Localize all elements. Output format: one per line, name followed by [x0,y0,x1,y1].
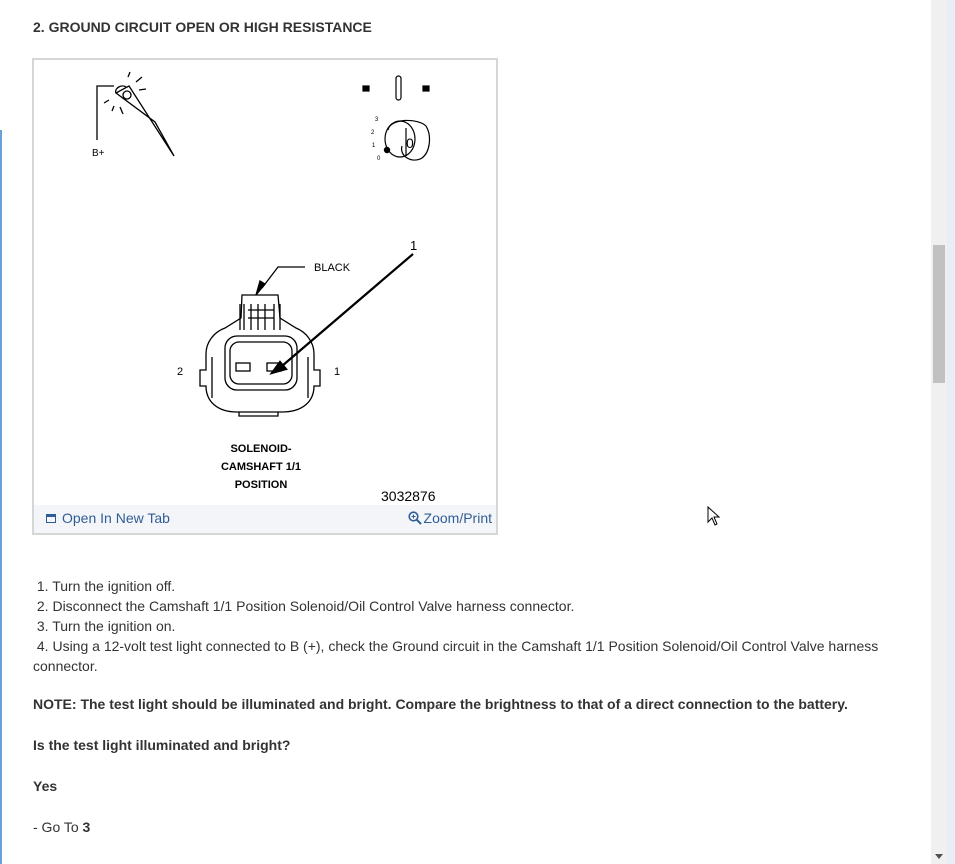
pin-1-label: 1 [334,366,341,378]
connector-diagram [34,60,496,506]
section-heading: 2. GROUND CIRCUIT OPEN OR HIGH RESISTANCE [33,19,372,35]
left-edge-highlight [0,130,2,864]
open-in-new-tab-label: Open In New Tab [62,510,170,526]
component-name-line-2: CAMSHAFT 1/1 [220,461,302,473]
procedure-steps [33,576,913,676]
open-in-new-tab-link[interactable] [46,510,170,526]
go-to-prefix: - Go To [33,819,79,835]
component-name-line-1: SOLENOID- [230,443,292,455]
step-1: 1. Turn the ignition off. [36,578,176,594]
figure-toolbar [34,505,496,533]
vertical-scrollbar[interactable] [931,0,947,864]
pin-2-label: 2 [177,366,184,378]
switch-position-3: 3 [375,117,379,123]
test-light-icon [97,72,174,156]
step-2: 2. Disconnect the Camshaft 1/1 Position Solenoid/Oil Control Valve harness connector. [36,598,575,614]
wire-color-label: BLACK [314,262,351,274]
battery-label: B+ [92,148,105,159]
callout-number: 1 [410,238,418,253]
component-name-line-3: POSITION [234,479,288,491]
scrollbar-thumb[interactable] [933,245,945,383]
new-tab-icon [46,514,56,523]
wire-color-callout [256,267,305,295]
switch-position-0: 0 [377,156,381,162]
answer-label: Yes [33,778,58,794]
switch-position-2: 2 [371,130,375,136]
zoom-print-label: Zoom/Print [423,510,492,526]
go-to-step [33,819,90,835]
key-position-label: 0 [406,135,414,151]
switch-position-1: 1 [372,143,376,149]
figure-number: 3032876 [381,488,436,504]
mouse-cursor-icon [707,506,721,526]
diagram-figure [32,58,498,535]
step-4: 4. Using a 12-volt test light connected to B (+), check the Ground circuit in the Camshaft 1/1 Position Solenoid/Oil Control Valve harness connector. [33,638,879,674]
window-edge [947,0,955,864]
note-text: NOTE: The test light should be illuminated and bright. Compare the brightness to that of a direct connection to the battery. [33,696,848,712]
step-3: 3. Turn the ignition on. [36,618,176,634]
question-text: Is the test light illuminated and bright? [33,737,291,753]
harness-connector-icon [200,295,320,416]
zoom-print-link[interactable] [408,510,492,526]
go-to-target[interactable]: 3 [82,819,91,835]
scroll-up-button[interactable] [931,0,947,14]
scroll-down-arrow-icon[interactable] [935,854,943,859]
magnifier-icon [408,511,422,525]
